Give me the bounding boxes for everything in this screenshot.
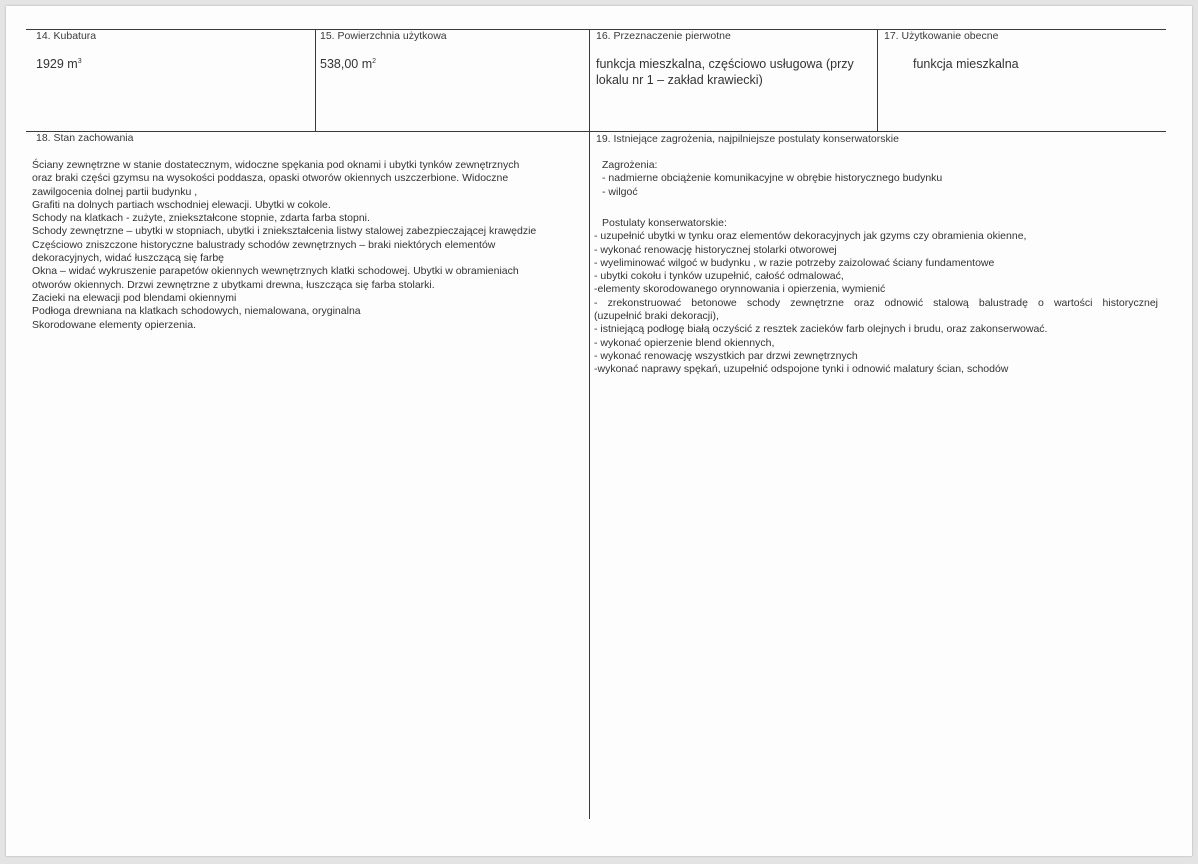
postulate-item: - wykonać renowację historycznej stolarki otworowej [594, 243, 837, 256]
stan-line: zawilgocenia dolnej partii budynku , [32, 185, 198, 198]
postulate-item: - wykonać opierzenie blend okiennych, [594, 336, 775, 349]
postulate-item: - wyeliminować wilgoć w budynku , w razie potrzeby zaizolować ściany fundamentowe [594, 256, 995, 269]
postulate-item: -wykonać naprawy spękań, uzupełnić odspojone tynki i odnowić malatury ścian, schodów [594, 363, 1009, 376]
postulate-item: - zrekonstruować betonowe schody zewnętrzne oraz odnowić stalową balustradę o wartości historycznej [594, 296, 1158, 309]
powierzchnia-label: 15. Powierzchnia użytkowa [320, 30, 447, 42]
stan-line: dekoracyjnych, widać łuszczącą się farbę [32, 252, 225, 265]
powierzchnia-value: 538,00 $m^2$ [320, 57, 377, 71]
threats-heading: Zagrożenia: [602, 159, 658, 171]
stan-line: Schody zewnętrzne – ubytki w stopniach, ubytki i zniekształcenia listwy stalowej zabezpieczającej krawędzie [32, 225, 537, 238]
postulate-item: - ubytki cokołu i tynków uzupełnić, całość odmalować, [594, 270, 844, 283]
zagrozenia-label: 19. Istniejące zagrożenia, najpilniejsze postulaty konserwatorskie [596, 133, 899, 145]
przeznaczenie-label: 16. Przeznaczenie pierwotne [596, 30, 731, 42]
stan-line: Częściowo zniszczone historyczne balustrady schodów zewnętrznych – braki niektórych elementów [32, 238, 496, 251]
stan-line: otworów okiennych. Drzwi zewnętrzne z ubytkami drewna, łuszcząca się farba stolarki. [32, 278, 435, 291]
threat-item: - wilgoć [602, 185, 638, 198]
uzytkowanie-value: funkcja mieszkalna [913, 57, 1019, 71]
divider-15-16 [589, 29, 590, 819]
record-card [6, 6, 1192, 856]
stan-line: oraz braki części gzymsu na wysokości poddasza, opaski otworów okiennych uszczerbione. Widoczne [32, 172, 509, 185]
stan-line: Schody na klatkach - zużyte, zniekształcone stopnie, zdarta farba stopni. [32, 212, 370, 225]
stan-line: Okna – widać wykruszenie parapetów okiennych wewnętrznych klatki schodowej. Ubytki w obramieniach [32, 265, 519, 278]
postulates-heading: Postulaty konserwatorskie: [602, 217, 727, 229]
postulates-block [594, 217, 1160, 377]
postulate-item: (uzupełnić braki dekoracji), [594, 310, 719, 323]
uzytkowanie-label: 17. Użytkowanie obecne [884, 30, 999, 42]
przeznaczenie-value: funkcja mieszkalna, częściowo usługowa (przy lokalu nr 1 – zakład krawiecki) [596, 57, 854, 87]
stan-line: Grafiti na dolnych partiach wschodniej elewacji. Ubytki w cokole. [32, 198, 331, 211]
stan-line: Podłoga drewniana na klatkach schodowych, niemalowana, oryginalna [32, 305, 361, 318]
stan-line: Skorodowane elementy opierzenia. [32, 318, 197, 331]
middle-border [26, 131, 1166, 132]
stan-line: Zacieki na elewacji pod blendami okiennymi [32, 291, 237, 304]
postulate-item: - istniejącą podłogę białą oczyścić z resztek zacieków farb olejnych i brudu, oraz zakonserwować. [594, 323, 1048, 336]
stan-line: Ściany zewnętrzne w stanie dostatecznym, widoczne spękania pod oknami i ubytki tynków zewnętrznych [32, 159, 520, 171]
stan-label: 18. Stan zachowania [36, 132, 134, 144]
threats-block [602, 159, 942, 199]
postulate-item: -elementy skorodowanego orynnowania i opierzenia, wymienić [594, 283, 886, 296]
divider-16-17 [877, 29, 878, 132]
postulate-item: - wykonać renowację wszystkich par drzwi zewnętrznych [594, 349, 858, 362]
divider-14-15 [315, 29, 316, 132]
stan-text [32, 159, 536, 332]
postulate-item: - uzupełnić ubytki w tynku oraz elementów dekoracyjnych jak gzyms czy obramienia okienne, [594, 230, 1027, 243]
kubatura-label: 14. Kubatura [36, 30, 97, 42]
kubatura-value: 1929 $m^3$ [36, 57, 82, 71]
threat-item: - nadmierne obciążenie komunikacyjne w obrębie historycznego budynku [602, 172, 943, 185]
